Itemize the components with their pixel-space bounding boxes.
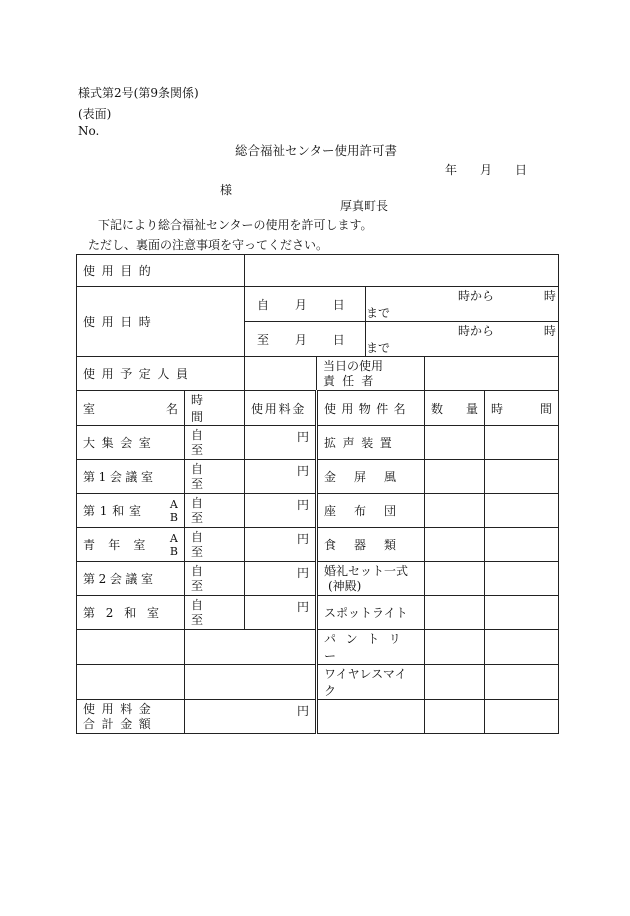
blank-cell — [317, 700, 425, 734]
persons-row — [77, 357, 559, 391]
persons-label: 使用予定人員 — [77, 357, 245, 391]
fee-cell: 円 — [245, 562, 317, 596]
item-name: 金屏風 — [317, 460, 425, 494]
item-name: 婚礼セット一式 (神殿) — [317, 562, 425, 596]
item-name: ワイヤレスマイク — [317, 665, 425, 700]
col-hours: 時 間 — [485, 391, 559, 426]
qty-cell — [425, 665, 485, 700]
room-row — [77, 494, 559, 528]
from-month: 月 — [294, 297, 307, 312]
time-cell: 自 至 — [185, 460, 245, 494]
total-label: 使用料金 合計金額 — [77, 700, 185, 734]
qty-cell — [425, 528, 485, 562]
document-title: 総合福祉センター使用許可書 — [235, 143, 398, 158]
blank-cell — [185, 665, 317, 700]
to-prefix: 至 — [257, 332, 270, 347]
responsible-value — [425, 357, 559, 391]
item-name: 拡声装置 — [317, 426, 425, 460]
room-row — [77, 596, 559, 630]
date-day: 日 — [515, 163, 528, 177]
dates-value — [245, 287, 559, 357]
body-line-1: 下記により総合福祉センターの使用を許可します。 — [98, 218, 373, 232]
hours-cell — [485, 426, 559, 460]
col-room: 室 名 — [77, 391, 185, 426]
col-time: 時間 — [185, 391, 245, 426]
purpose-row — [77, 255, 559, 287]
col-item: 使用物件名 — [317, 391, 425, 426]
total-value: 円 — [185, 700, 317, 734]
blank-row — [77, 665, 559, 700]
fee-cell: 円 — [245, 528, 317, 562]
addressee-suffix: 様 — [220, 183, 233, 197]
hours-cell — [485, 494, 559, 528]
until-time: 時まで — [366, 289, 556, 320]
form-number: 様式第2号(第9条関係) — [78, 86, 199, 100]
room-name: 青年室 A B — [77, 528, 185, 562]
fee-cell: 円 — [245, 494, 317, 528]
dates-label: 使用日時 — [77, 287, 245, 357]
form-side: (表面) — [78, 107, 112, 121]
time-cell: 自 至 — [185, 528, 245, 562]
room-name: 第2会議室 — [77, 562, 185, 596]
col-qty: 数 量 — [425, 391, 485, 426]
qty-cell — [425, 630, 485, 665]
blank-cell — [77, 630, 185, 665]
item-name: 食器類 — [317, 528, 425, 562]
room-name: 第1和室 A B — [77, 494, 185, 528]
dates-row — [77, 287, 559, 357]
date-year: 年 — [445, 163, 458, 177]
hours-cell — [485, 596, 559, 630]
time-cell: 自 至 — [185, 562, 245, 596]
item-name: スポットライト — [317, 596, 425, 630]
qty-cell — [425, 562, 485, 596]
purpose-value — [245, 255, 559, 287]
time-cell: 自 至 — [185, 494, 245, 528]
hours-cell — [485, 665, 559, 700]
total-row — [77, 700, 559, 734]
room-row — [77, 426, 559, 460]
responsible-label: 当日の使用 責任者 — [317, 357, 425, 391]
col-fee: 使用料金 — [245, 391, 317, 426]
room-name: 第2和室 — [77, 596, 185, 630]
to-month: 月 — [294, 332, 307, 347]
item-name: パントリー — [317, 630, 425, 665]
blank-row — [77, 630, 559, 665]
hours-cell — [485, 630, 559, 665]
time-cell: 自 至 — [185, 426, 245, 460]
from-time-2: 時から — [458, 324, 495, 338]
room-name: 大集会室 — [77, 426, 185, 460]
qty-cell — [425, 494, 485, 528]
fee-cell: 円 — [245, 426, 317, 460]
issuer: 厚真町長 — [340, 199, 389, 213]
until-time-2: 時まで — [366, 324, 556, 355]
from-time: 時から — [458, 289, 495, 303]
fee-cell: 円 — [245, 596, 317, 630]
column-header-row — [77, 391, 559, 426]
blank-cell — [425, 700, 485, 734]
room-name: 第1会議室 — [77, 460, 185, 494]
purpose-label: 使用目的 — [77, 255, 245, 287]
qty-cell — [425, 460, 485, 494]
time-cell: 自 至 — [185, 596, 245, 630]
room-row — [77, 460, 559, 494]
blank-cell — [185, 630, 317, 665]
room-row — [77, 562, 559, 596]
body-line-2: ただし、裏面の注意事項を守ってください。 — [88, 238, 329, 252]
fee-cell: 円 — [245, 460, 317, 494]
hours-cell — [485, 460, 559, 494]
from-day: 日 — [332, 297, 345, 312]
room-row — [77, 528, 559, 562]
to-day: 日 — [332, 332, 345, 347]
qty-cell — [425, 426, 485, 460]
number-label: No. — [78, 124, 100, 138]
item-name: 座布団 — [317, 494, 425, 528]
qty-cell — [425, 596, 485, 630]
blank-cell — [77, 665, 185, 700]
permit-table — [76, 254, 559, 734]
blank-cell — [485, 700, 559, 734]
hours-cell — [485, 528, 559, 562]
from-prefix: 自 — [257, 297, 270, 312]
date-month: 月 — [480, 163, 493, 177]
hours-cell — [485, 562, 559, 596]
persons-value — [245, 357, 317, 391]
